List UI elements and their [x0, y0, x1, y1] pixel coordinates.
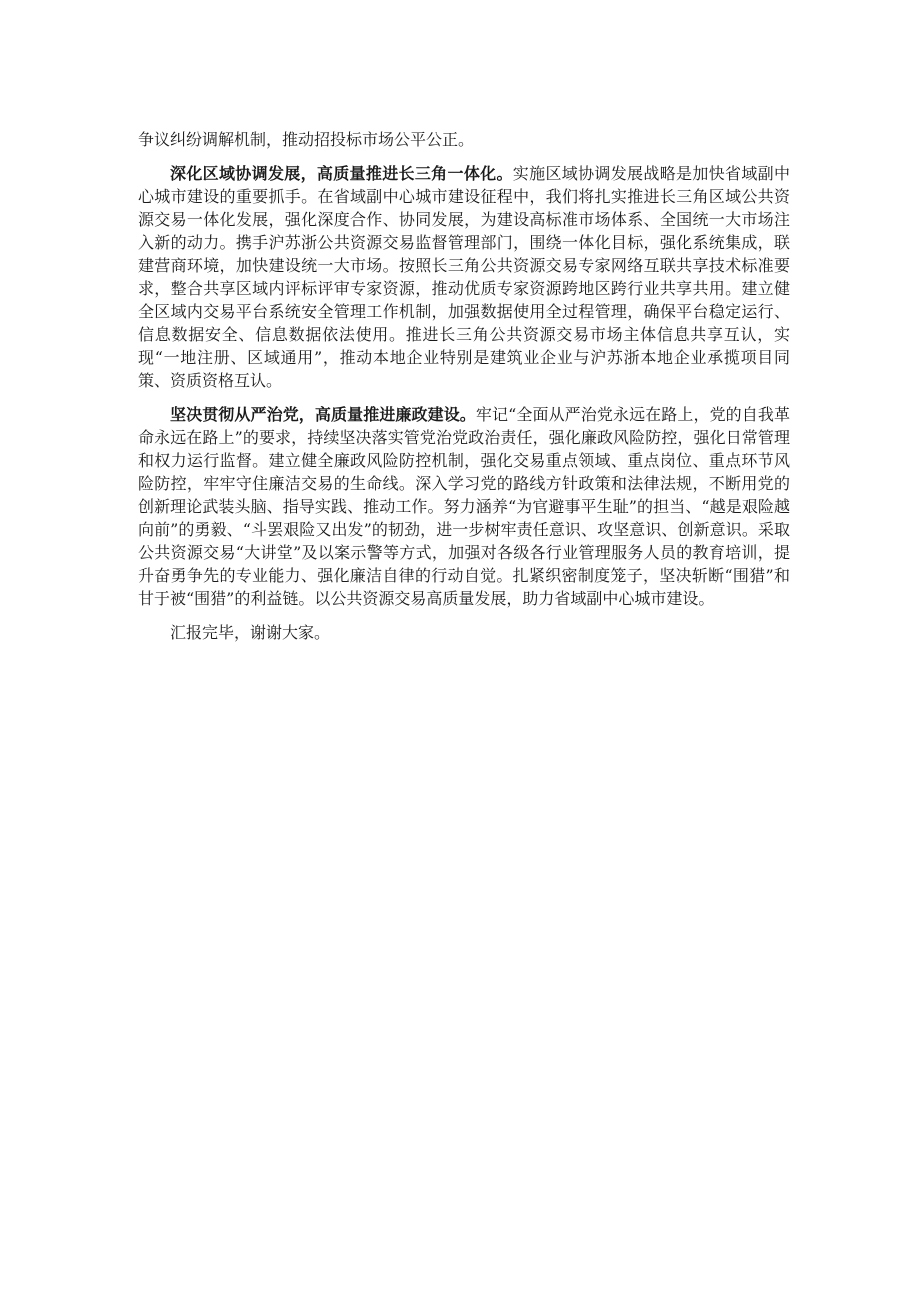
paragraph-text: 汇报完毕，谢谢大家。 [170, 623, 331, 642]
paragraph-text: 实施区域协调发展战略是加快省域副中心城市建设的重要抓手。在省域副中心城市建设征程中，我们将扎实推进长三角区域公共资源交易一体化发展，强化深度合作、协同发展，为建设高标准市场体系、全国统一大市场注入新的动力。携手沪苏浙公共资源交易监督管理部门，围绕一体化目标，强化系统集成，联建营商环境，加快建设统一大市场。按照长三角公共资源交易专家网络互联共享技术标准要求，整合共享区域内评标评审专家资源，推动优质专家资源跨地区跨行业共享共用。建立健全区域内交易平台系统安全管理工作机制，加强数据使用全过程管理，确保平台稳定运行、信息数据安全、信息数据依法使用。推进长三角公共资源交易市场主体信息共享互认，实现“一地注册、区域通用”，推动本地企业特别是建筑业企业与沪苏浙本地企业承揽项目同策、资质资格互认。 [138, 164, 790, 390]
paragraph-heading: 深化区域协调发展，高质量推进长三角一体化。 [170, 164, 513, 183]
paragraph-continuation [138, 128, 790, 151]
paragraph-party-discipline [138, 403, 790, 610]
paragraph-heading: 坚决贯彻从严治党，高质量推进廉政建设。 [170, 405, 476, 424]
paragraph-closing [138, 621, 790, 644]
document-body [138, 128, 790, 655]
paragraph-text: 争议纠纷调解机制，推动招投标市场公平公正。 [138, 130, 475, 149]
paragraph-regional-coordination [138, 162, 790, 392]
paragraph-text: 牢记“全面从严治党永远在路上，党的自我革命永远在路上”的要求，持续坚决落实管党治党政治责任，强化廉政风险防控，强化日常管理和权力运行监督。建立健全廉政风险防控机制，强化交易重点领域、重点岗位、重点环节风险防控，牢牢守住廉洁交易的生命线。深入学习党的路线方针政策和法律法规，不断用党的创新理论武装头脑、指导实践、推动工作。努力涵养“为官避事平生耻”的担当、“越是艰险越向前”的勇毅、“斗罢艰险又出发”的韧劲，进一步树牢责任意识、攻坚意识、创新意识。采取公共资源交易“大讲堂”及以案示警等方式，加强对各级各行业管理服务人员的教育培训，提升奋勇争先的专业能力、强化廉洁自律的行动自觉。扎紧织密制度笼子，坚决斩断“围猎”和甘于被“围猎”的利益链。以公共资源交易高质量发展，助力省域副中心城市建设。 [138, 405, 790, 608]
